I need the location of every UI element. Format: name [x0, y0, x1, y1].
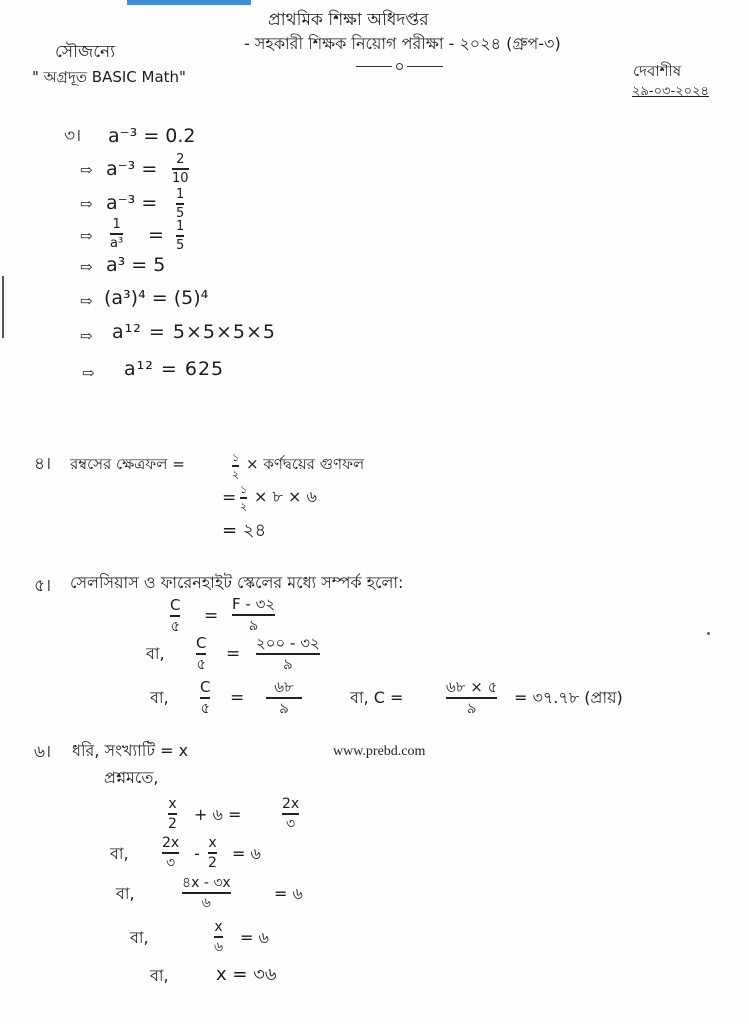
q5-final-result: = ৩৭.৭৮ (প্রায়): [514, 688, 623, 707]
implies-arrow: ⇨: [80, 161, 93, 179]
q6-2x-over-3-b: [162, 836, 179, 870]
denominator: ৫: [196, 654, 207, 673]
denominator: 2: [168, 815, 177, 832]
q3-line-8: a¹² = 625: [124, 358, 225, 380]
header-title: প্রাথমিক শিক্ষা অধিদপ্তর: [268, 10, 429, 30]
numerator: 2x: [282, 796, 300, 812]
q6-eq-six: = ৬: [274, 884, 303, 903]
author-name: দেবাশীষ: [633, 62, 682, 80]
denominator: 10: [172, 170, 189, 186]
equals-sign: =: [204, 606, 219, 626]
ba-label: বা,: [110, 844, 129, 863]
numerator: 1: [176, 187, 185, 202]
exam-date: ২৯-০৩-২০২৪: [632, 84, 709, 99]
numerator: ১: [240, 483, 248, 496]
implies-arrow: ⇨: [82, 364, 95, 382]
denominator: a³: [110, 235, 124, 251]
q4-line-1-rest: × কর্ণদ্বয়ের গুণফল: [246, 455, 365, 473]
q6-x-over-2-b: [208, 836, 217, 870]
numerator: C: [200, 678, 211, 696]
q6-combined-fraction: [182, 876, 231, 910]
numerator: 1: [176, 219, 185, 234]
implies-arrow: ⇨: [80, 258, 93, 276]
q4-line-2-eq: =: [222, 488, 237, 508]
q6-eq-six: = ৬: [240, 928, 269, 947]
equals-sign: =: [230, 688, 245, 708]
q6-according-to-question: প্রশ্নমতে,: [104, 768, 159, 787]
numerator: ৪x - ৩x: [182, 875, 231, 891]
top-tab-bar: [127, 0, 251, 5]
numerator: 2: [176, 152, 185, 167]
q6-eq-six: = ৬: [232, 844, 261, 863]
denominator: ৩: [286, 815, 296, 832]
ba-label: বা,: [150, 966, 169, 985]
q5-final-lhs: বা, C =: [350, 688, 404, 707]
denominator: ৫: [170, 616, 181, 635]
numerator: ২০০ - ৩২: [256, 634, 320, 652]
numerator: x: [208, 835, 217, 851]
q3-line-1: a⁻³ = 0.2: [108, 125, 196, 147]
q3-fraction-1-5: [176, 188, 184, 220]
q5-c-over-5-b: [196, 636, 206, 672]
minus-sign: -: [194, 844, 200, 863]
ink-dot: [707, 632, 710, 635]
numerator: ৬৮ × ৫: [446, 678, 498, 696]
numerator: x: [168, 796, 177, 812]
implies-arrow: ⇨: [80, 195, 93, 213]
book-title: " অগ্রদূত BASIC Math": [32, 68, 186, 86]
denominator: ২: [240, 499, 248, 513]
q5-number: ৫।: [34, 576, 52, 596]
implies-arrow: ⇨: [80, 292, 93, 310]
denominator: ৯: [466, 698, 477, 717]
q5-substituted-rhs: [256, 636, 320, 672]
ba-label: বা,: [150, 688, 169, 707]
q6-final-answer: x = ৩৬: [216, 964, 277, 985]
q3-fraction-1-a3: [110, 218, 123, 250]
numerator: C: [170, 596, 181, 614]
q3-line-4-eq: =: [148, 224, 164, 246]
denominator: ২: [232, 467, 240, 481]
equals-sign: =: [226, 644, 241, 664]
denominator: 5: [176, 237, 185, 253]
q6-x-over-6: [214, 920, 223, 954]
numerator: x: [214, 919, 223, 935]
header-exam-title: - সহকারী শিক্ষক নিয়োগ পরীক্ষা - ২০২৪ (গ্রুপ-৩): [244, 34, 561, 53]
denominator: ৫: [200, 698, 211, 717]
q5-final-fraction: [446, 680, 497, 716]
q5-c-over-5-a: [170, 598, 180, 634]
website-watermark: www.prebd.com: [333, 744, 426, 759]
q5-intro: সেলসিয়াস ও ফারেনহাইট স্কেলের মধ্যে সম্পর্ক হলো:: [70, 573, 404, 592]
q4-half-2: [240, 484, 247, 512]
denominator: ৬: [214, 938, 224, 955]
q6-number: ৬।: [34, 742, 52, 762]
q3-fraction-2-10: [172, 153, 189, 185]
q4-half-1: [232, 452, 239, 480]
q3-line-5: a³ = 5: [106, 254, 166, 276]
q4-line-3: = ২৪: [222, 520, 267, 541]
numerator: ৬৮: [274, 678, 294, 696]
q3-line-3: a⁻³ =: [106, 192, 158, 214]
denominator: ৯: [248, 615, 259, 634]
denominator: ৩: [166, 854, 176, 871]
denominator: ৯: [282, 654, 293, 673]
q3-number: ৩।: [64, 126, 82, 146]
numerator: C: [196, 634, 207, 652]
q3-line-6: (a³)⁴ = (5)⁴: [104, 287, 209, 309]
implies-arrow: ⇨: [80, 227, 93, 245]
denominator: 5: [176, 205, 185, 221]
denominator: 2: [208, 854, 217, 871]
q6-x-over-2: [168, 797, 177, 831]
q4-line-1: রম্বসের ক্ষেত্রফল =: [70, 455, 185, 473]
numerator: ১: [232, 451, 240, 464]
numerator: 2x: [162, 835, 180, 851]
q4-line-2: × ৮ × ৬: [254, 487, 317, 506]
ba-label: বা,: [130, 928, 149, 947]
q6-plus-six: + ৬ =: [194, 805, 242, 824]
q4-number: ৪।: [34, 454, 52, 474]
q5-formula-rhs: [232, 597, 275, 633]
margin-mark: [2, 276, 4, 338]
q3-line-7: a¹² = 5×5×5×5: [112, 321, 276, 343]
numerator: F - ৩২: [232, 595, 276, 613]
ba-label: বা,: [146, 644, 165, 663]
q5-c-over-5-c: [200, 680, 210, 716]
courtesy-label: সৌজন্যে: [55, 42, 116, 62]
ba-label: বা,: [116, 884, 135, 903]
q3-line-2: a⁻³ =: [106, 158, 158, 180]
numerator: 1: [112, 217, 121, 232]
q3-fraction-1-5b: [176, 220, 184, 252]
implies-arrow: ⇨: [80, 327, 93, 345]
q6-intro: ধরি, সংখ্যাটি = x: [72, 741, 189, 760]
denominator: ৯: [279, 698, 289, 717]
q5-simplified-rhs: [266, 680, 302, 716]
q6-2x-over-3: [282, 797, 299, 831]
denominator: ৬: [201, 894, 211, 911]
header-ornament: [356, 58, 443, 74]
